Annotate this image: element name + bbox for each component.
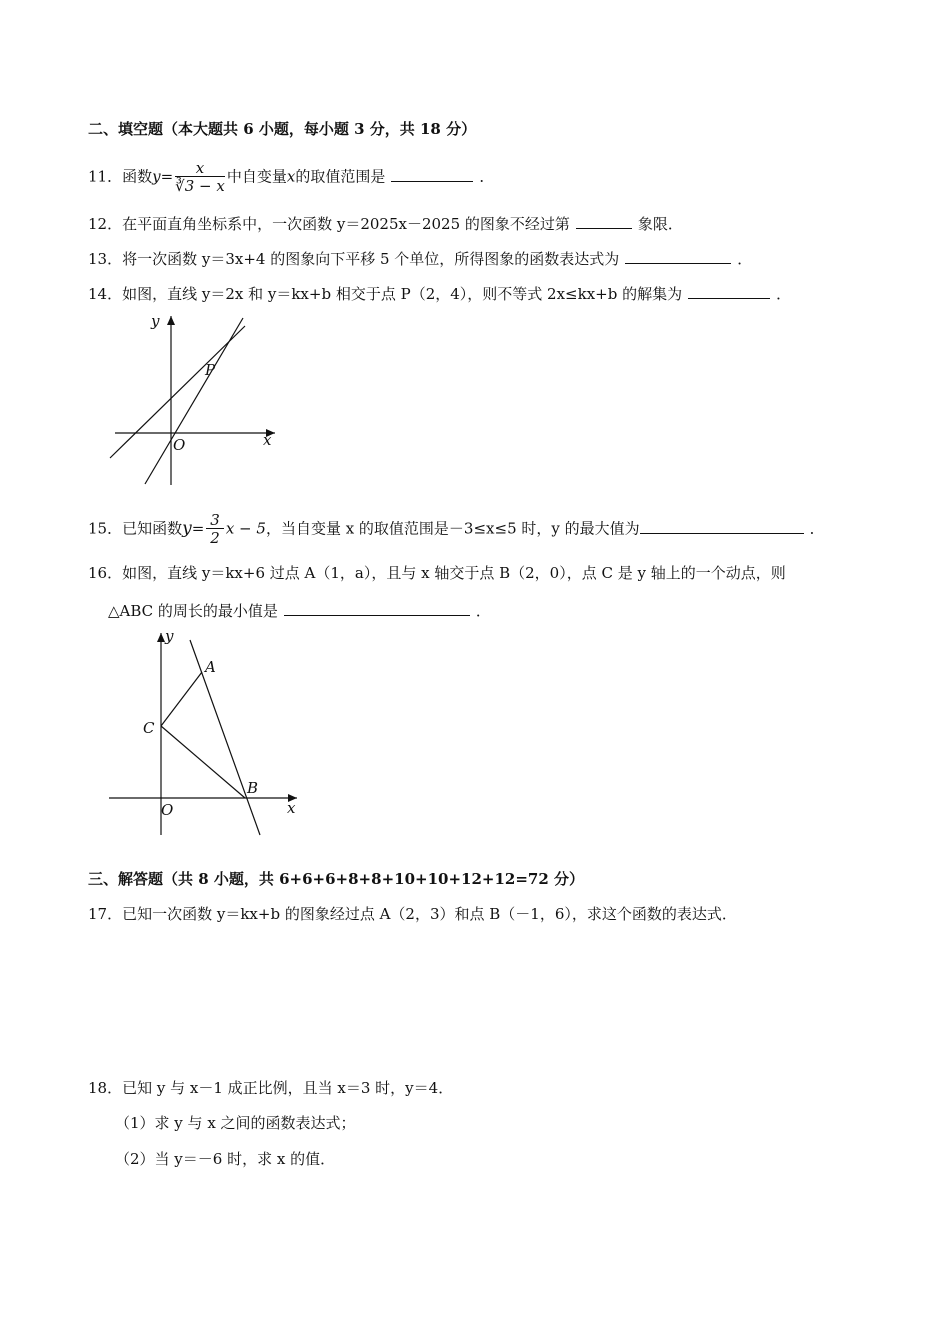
fill-section-title: 二、填空题（本大题共 6 小题，每小题 3 分，共 18 分） bbox=[88, 120, 477, 138]
q11-end: ． bbox=[479, 167, 495, 186]
q14-end: ． bbox=[776, 285, 792, 303]
question-16-line2 bbox=[108, 601, 491, 621]
q11-answer-blank[interactable] bbox=[391, 167, 473, 182]
q13-end: ． bbox=[737, 250, 753, 268]
q11-fraction bbox=[175, 160, 225, 195]
q15-eq: = bbox=[191, 519, 205, 538]
fig16-segment-ca bbox=[161, 672, 202, 726]
question-12 bbox=[88, 214, 683, 234]
fig14-label-p: P bbox=[205, 361, 216, 379]
fig16-segment-cb bbox=[161, 726, 245, 798]
q15-frac-num: 3 bbox=[206, 512, 224, 529]
q15-y: y bbox=[182, 518, 192, 539]
q16-line2-text: △ABC 的周长的最小值是 bbox=[108, 602, 278, 620]
q11-pre: 函数 bbox=[122, 167, 153, 186]
q11-frac-den: ∛3 − x bbox=[175, 177, 225, 195]
q15-fraction bbox=[206, 512, 224, 547]
fig16-label-a: A bbox=[205, 658, 216, 676]
q16-end: ． bbox=[475, 602, 491, 620]
q16-answer-blank[interactable] bbox=[284, 601, 470, 616]
question-13 bbox=[88, 249, 752, 269]
question-16-line1: 16．如图，直线 y＝kx+6 过点 A（1，a），且与 x 轴交于点 B（2，0），点 C 是 y 轴上的一个动点，则 bbox=[88, 564, 786, 582]
fig16-line-ab bbox=[190, 640, 260, 835]
question-18-part2: （2）当 y＝－6 时，求 x 的值． bbox=[115, 1150, 336, 1168]
q15-answer-blank[interactable] bbox=[640, 519, 804, 534]
fig16-label-o: O bbox=[161, 801, 174, 819]
q15-pre: 15．已知函数 bbox=[88, 519, 183, 538]
question-18: 18．已知 y 与 x－1 成正比例，且当 x＝3 时，y＝4． bbox=[88, 1079, 454, 1097]
q12-text: 12．在平面直角坐标系中，一次函数 y＝2025x－2025 的图象不经过第 bbox=[88, 215, 570, 233]
question-18-part1: （1）求 y 与 x 之间的函数表达式； bbox=[115, 1114, 356, 1132]
solve-section-title: 三、解答题（共 8 小题，共 6+6+6+8+8+10+10+12+12=72 分） bbox=[88, 870, 584, 888]
fig16-label-x: x bbox=[287, 799, 296, 817]
fig16-label-c: C bbox=[143, 719, 155, 737]
q11-frac-num: x bbox=[175, 160, 225, 177]
q11-x: x bbox=[286, 167, 296, 186]
q15-end: ． bbox=[809, 519, 825, 538]
q11-post2: 的取值范围是 bbox=[295, 167, 386, 186]
fig16-label-b: B bbox=[247, 779, 259, 797]
q14-answer-blank[interactable] bbox=[688, 284, 770, 299]
figure-16 bbox=[105, 625, 305, 837]
q12-end: 象限． bbox=[637, 215, 683, 233]
q11-eq: = bbox=[160, 167, 174, 186]
fig14-label-o: O bbox=[173, 436, 186, 454]
question-17: 17．已知一次函数 y＝kx+b 的图象经过点 A（2，3）和点 B（－1，6），求这个函数的表达式． bbox=[88, 905, 737, 923]
fig14-label-y: y bbox=[151, 312, 160, 330]
q13-text: 13．将一次函数 y＝3x+4 的图象向下平移 5 个单位，所得图象的函数表达式为 bbox=[88, 250, 620, 268]
question-14 bbox=[88, 284, 791, 304]
fig16-label-y: y bbox=[165, 627, 174, 645]
q14-text: 14．如图，直线 y＝2x 和 y＝kx+b 相交于点 P（2，4），则不等式 2x≤kx+b 的解集为 bbox=[88, 285, 683, 303]
fig14-y-arrow bbox=[167, 316, 175, 325]
q15-post: ，当自变量 x 的取值范围是－3≤x≤5 时，y 的最大值为 bbox=[265, 519, 640, 538]
fig14-label-x: x bbox=[263, 431, 272, 449]
figure-14 bbox=[105, 310, 285, 488]
q15-mid: x − 5 bbox=[225, 519, 266, 538]
q13-answer-blank[interactable] bbox=[625, 249, 731, 264]
q12-answer-blank[interactable] bbox=[576, 214, 632, 229]
fig16-y-arrow bbox=[157, 633, 165, 642]
question-15 bbox=[88, 512, 825, 547]
q11-number: 11． bbox=[88, 167, 123, 186]
q15-frac-den: 2 bbox=[210, 529, 220, 547]
q11-y: y bbox=[152, 167, 161, 186]
question-11 bbox=[88, 160, 494, 195]
q11-post: 中自变量 bbox=[226, 167, 287, 186]
